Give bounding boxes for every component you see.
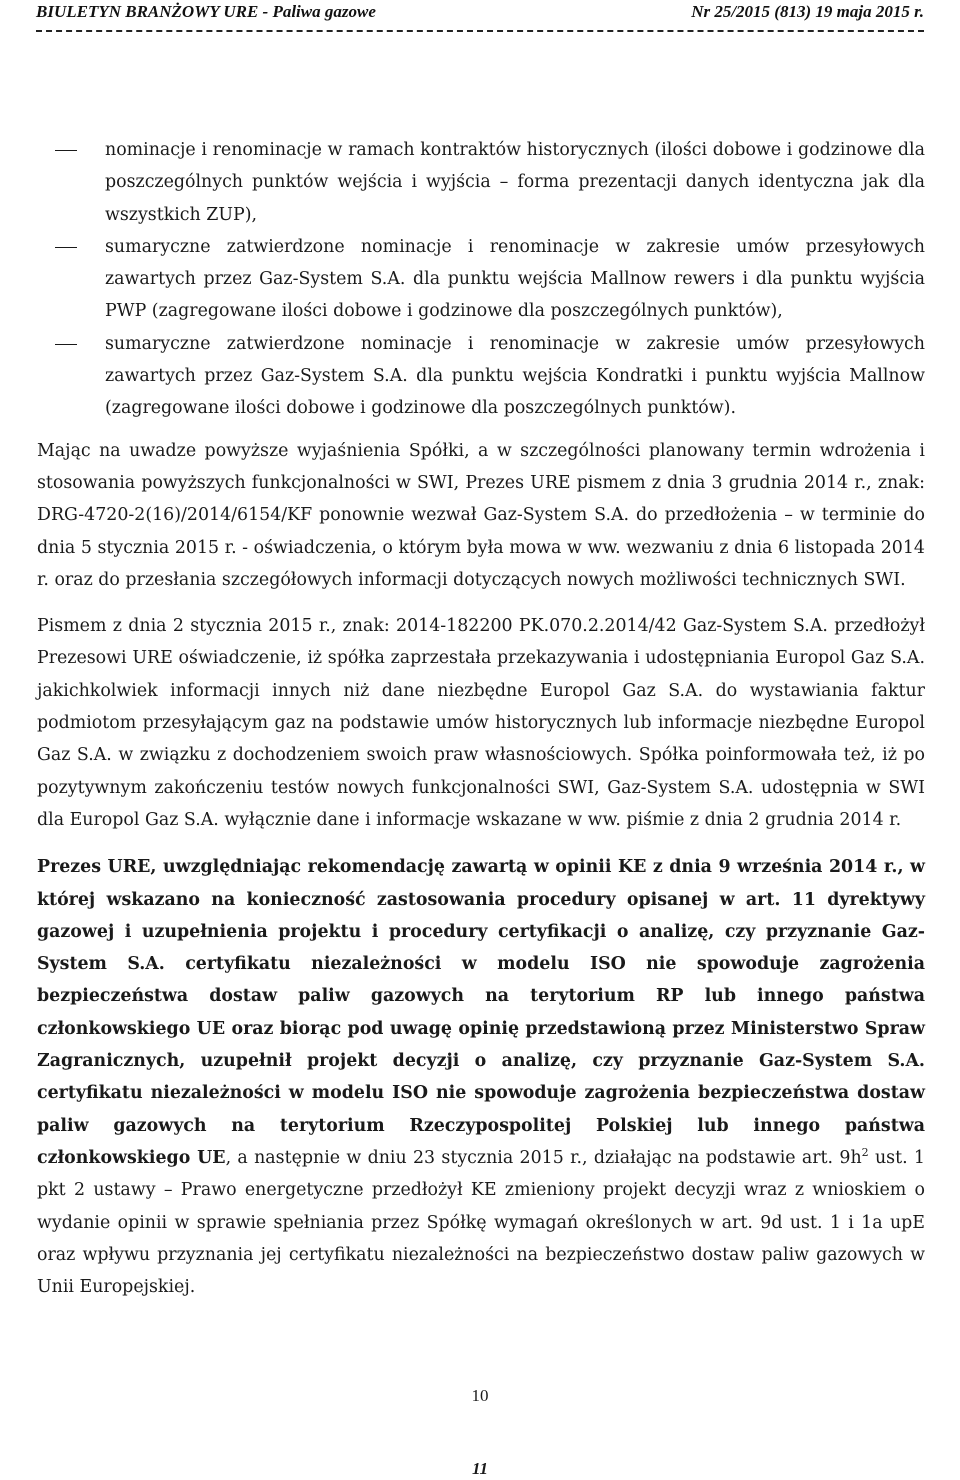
bulletin-page-number: 11 [471, 1459, 489, 1478]
list-item: sumaryczne zatwierdzone nominacje i renominacje w zakresie umów przesyłowych zawartych przez Gaz-System S.A. dla punktu wejścia Mallnow rewers i dla punktu wyjścia PWP (zagregowane ilości dobowe i godzinowe dla poszczególnych punktów), [37, 231, 925, 328]
bullet-list [37, 134, 925, 425]
list-item: nominacje i renominacje w ramach kontraktów historycznych (ilości dobowe i godzinowe dla poszczególnych punktów wejścia i wyjścia – forma prezentacji danych identyczna jak dla wszystkich ZUP), [37, 134, 925, 231]
statement-ending: ust. 1 pkt 2 ustawy – Prawo energetyczne przedłożył KE zmieniony projekt decyzji wraz z wnioskiem o wydanie opinii w sprawie spełniania przez Spółkę wymagań określonych w art. 9d ust. 1 i 1a upE oraz wpływu przyznania jej certyfikatu niezależności na bezpieczeństwo dostaw paliw gazowych w Unii Europejskiej. [37, 1147, 925, 1298]
page-number: 10 [471, 1386, 489, 1405]
superscript: 2 [861, 1146, 869, 1160]
bold-statement: Prezes URE, uwzględniając rekomendację zawartą w opinii KE z dnia 9 września 2014 r., w której wskazano na konieczność zastosowania procedury opisanej w art. 11 dyrektywy gazowej i uzupełnienia projektu i procedury certyfikacji o analizę, czy przyznanie Gaz-System S.A. certyfikatu niezależności w modelu ISO nie spowoduje zagrożenia bezpieczeństwa dostaw paliw gazowych na terytorium RP lub innego państwa członkowskiego UE oraz biorąc pod uwagę opinię przedstawioną przez Ministerstwo Spraw Zagranicznych, uzupełnił projekt decyzji o analizę, czy przyznanie Gaz-System S.A. certyfikatu niezależności w modelu ISO nie spowoduje zagrożenia bezpieczeństwa dostaw paliw gazowych na terytorium Rzeczypospolitej Polskiej lub innego państwa członkowskiego UE [37, 857, 925, 1168]
page-header [36, 2, 924, 26]
document-body [37, 134, 925, 1303]
header-divider [36, 30, 924, 32]
list-item: sumaryczne zatwierdzone nominacje i renominacje w zakresie umów przesyłowych zawartych przez Gaz-System S.A. dla punktu wejścia Kondratki i punktu wyjścia Mallnow (zagregowane ilości dobowe i godzinowe dla poszczególnych punktów). [37, 328, 925, 425]
paragraph-declaration: Pismem z dnia 2 stycznia 2015 r., znak: 2014-182200 PK.070.2.2014/42 Gaz-System S.A. przedłożył Prezesowi URE oświadczenie, iż spółka zaprzestała przekazywania i udostępniania Europol Gaz S.A. jakichkolwiek informacji innych niż dane niezbędne Europol Gaz S.A. do wystawiania faktur podmiotom przesyłającym gaz na podstawie umów historycznych lub informacje niezbędne Europol Gaz S.A. w związku z dochodzeniem swoich praw własnościowych. Spółka poinformowała też, iż po pozytywnym zakończeniu testów nowych funkcjonalności SWI, Gaz-System S.A. udostępnia w SWI dla Europol Gaz S.A. wyłącznie dane i informacje wskazane w ww. piśmie z dnia 2 grudnia 2014 r. [37, 616, 925, 830]
issue-info: Nr 25/2015 (813) 19 maja 2015 r. [691, 2, 924, 21]
statement-continuation: , a następnie w dniu 23 stycznia 2015 r., działając na podstawie art. 9h [225, 1147, 862, 1168]
paragraph-decision [37, 851, 925, 1303]
paragraph-summons: Mając na uwadze powyższe wyjaśnienia Spółki, a w szczególności planowany termin wdrożenia i stosowania powyższych funkcjonalności w SWI, Prezes URE pismem z dnia 3 grudnia 2014 r., znak: DRG-4720-2(16)/2014/6154/KF ponownie wezwał Gaz-System S.A. do przedłożenia – w terminie do dnia 5 stycznia 2015 r. - oświadczenia, o którym była mowa w ww. wezwaniu z dnia 6 listopada 2014 r. oraz do przesłania szczegółowych informacji dotyczących nowych możliwości technicznych SWI. [37, 440, 925, 590]
bulletin-title: BIULETYN BRANŻOWY URE - Paliwa gazowe [36, 2, 376, 21]
